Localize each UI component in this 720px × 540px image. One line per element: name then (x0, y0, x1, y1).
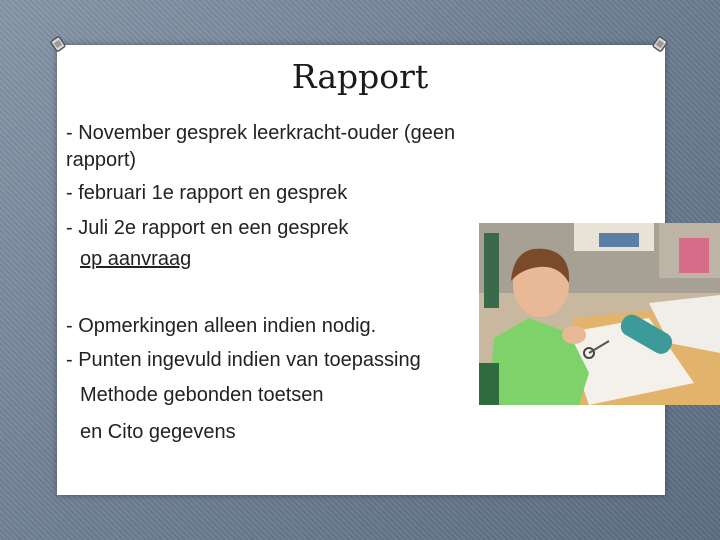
pushpin-icon (652, 36, 668, 52)
bullet-line-5-cont-b: en Cito gegevens (80, 421, 236, 443)
slide-title: Rapport (291, 57, 429, 96)
classroom-photo (479, 223, 720, 405)
bullet-line-3: - Juli 2e rapport en een gesprek (66, 217, 349, 239)
bullet-line-5-cont-a: Methode gebonden toetsen (80, 384, 324, 406)
bullet-line-1-cont: rapport) (66, 149, 137, 171)
bullet-line-4: - Opmerkingen alleen indien nodig. (66, 315, 377, 337)
bullet-line-2: - februari 1e rapport en gesprek (66, 182, 348, 204)
bullet-line-1: - November gesprek leerkracht-ouder (geen (66, 122, 456, 144)
pushpin-icon (50, 36, 66, 52)
bullet-line-3-cont: op aanvraag (80, 248, 192, 270)
bullet-line-5: - Punten ingevuld indien van toepassing (66, 349, 421, 371)
